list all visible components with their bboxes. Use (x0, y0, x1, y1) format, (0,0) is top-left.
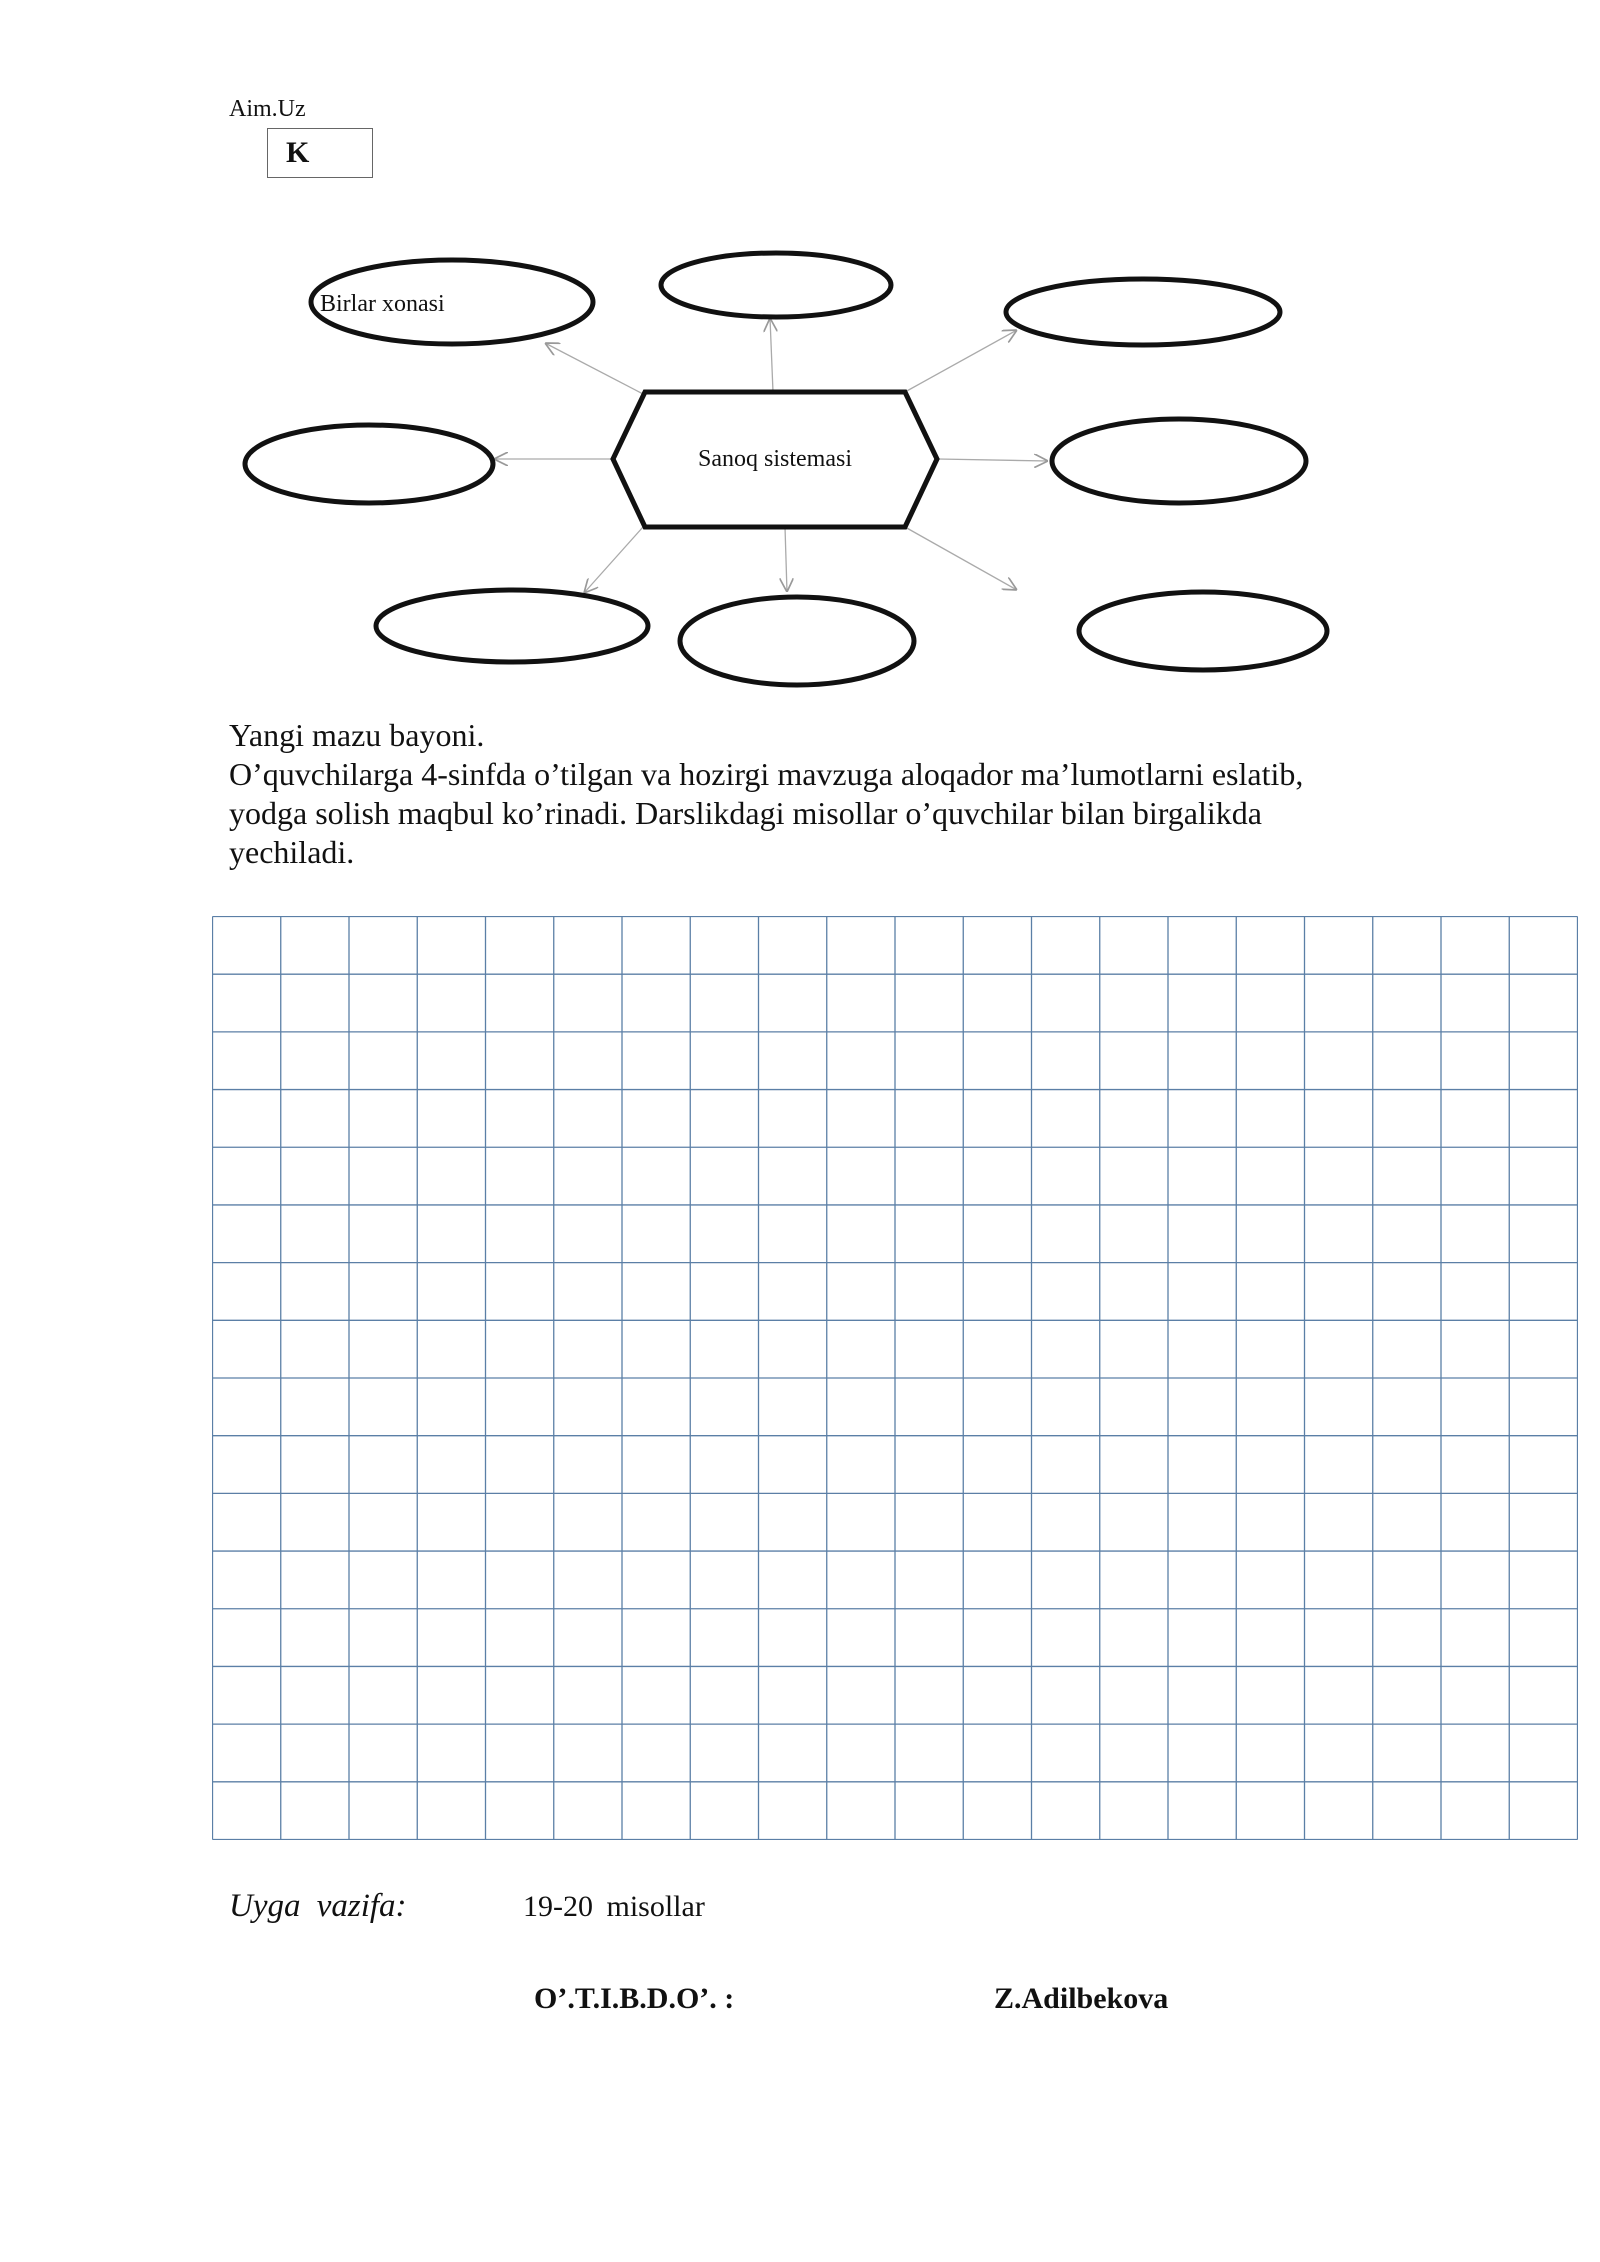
signature-name: Z.Adilbekova (994, 1982, 1169, 2015)
arrow-to-bubble-3 (905, 330, 1017, 392)
bubble-6 (376, 590, 648, 662)
letter-box: K (267, 128, 373, 178)
text-line-1: Yangi mazu bayoni. (229, 717, 485, 753)
bubble-1-label: Birlar xonasi (320, 291, 445, 317)
bubble-4 (245, 425, 493, 503)
homework-value: 19-20 misollar (523, 1890, 705, 1923)
homework-label: Uyga vazifa: (229, 1888, 407, 1924)
arrow-to-bubble-2 (770, 318, 773, 392)
text-line-2: O’quvchilarga 4-sinfda o’tilgan va hozirgi mavzuga aloqador ma’lumotlarni eslatib, (229, 756, 1304, 792)
bubble-2 (661, 253, 891, 317)
arrow-to-bubble-8 (905, 527, 1017, 590)
bubble-3 (1006, 279, 1280, 345)
signature-label: O’.T.I.B.D.O’. : (534, 1982, 735, 2015)
cluster-diagram (0, 0, 1600, 720)
arrow-to-bubble-6 (584, 527, 643, 593)
bubble-8 (1079, 592, 1327, 670)
center-label: Sanoq sistemasi (698, 446, 852, 472)
text-line-4: yechiladi. (229, 834, 355, 870)
text-line-3: yodga solish maqbul ko’rinadi. Darslikdagi misollar o’quvchilar bilan birgalikda (229, 795, 1262, 831)
graph-paper-grid (212, 916, 1578, 1840)
lesson-text (229, 716, 1429, 872)
bubble-7 (680, 597, 914, 685)
arrow-to-bubble-1 (545, 343, 645, 395)
site-name: Aim.Uz (229, 96, 306, 122)
arrow-to-bubble-7 (785, 527, 787, 592)
bubble-5 (1052, 419, 1306, 503)
arrow-to-bubble-5 (938, 459, 1048, 461)
